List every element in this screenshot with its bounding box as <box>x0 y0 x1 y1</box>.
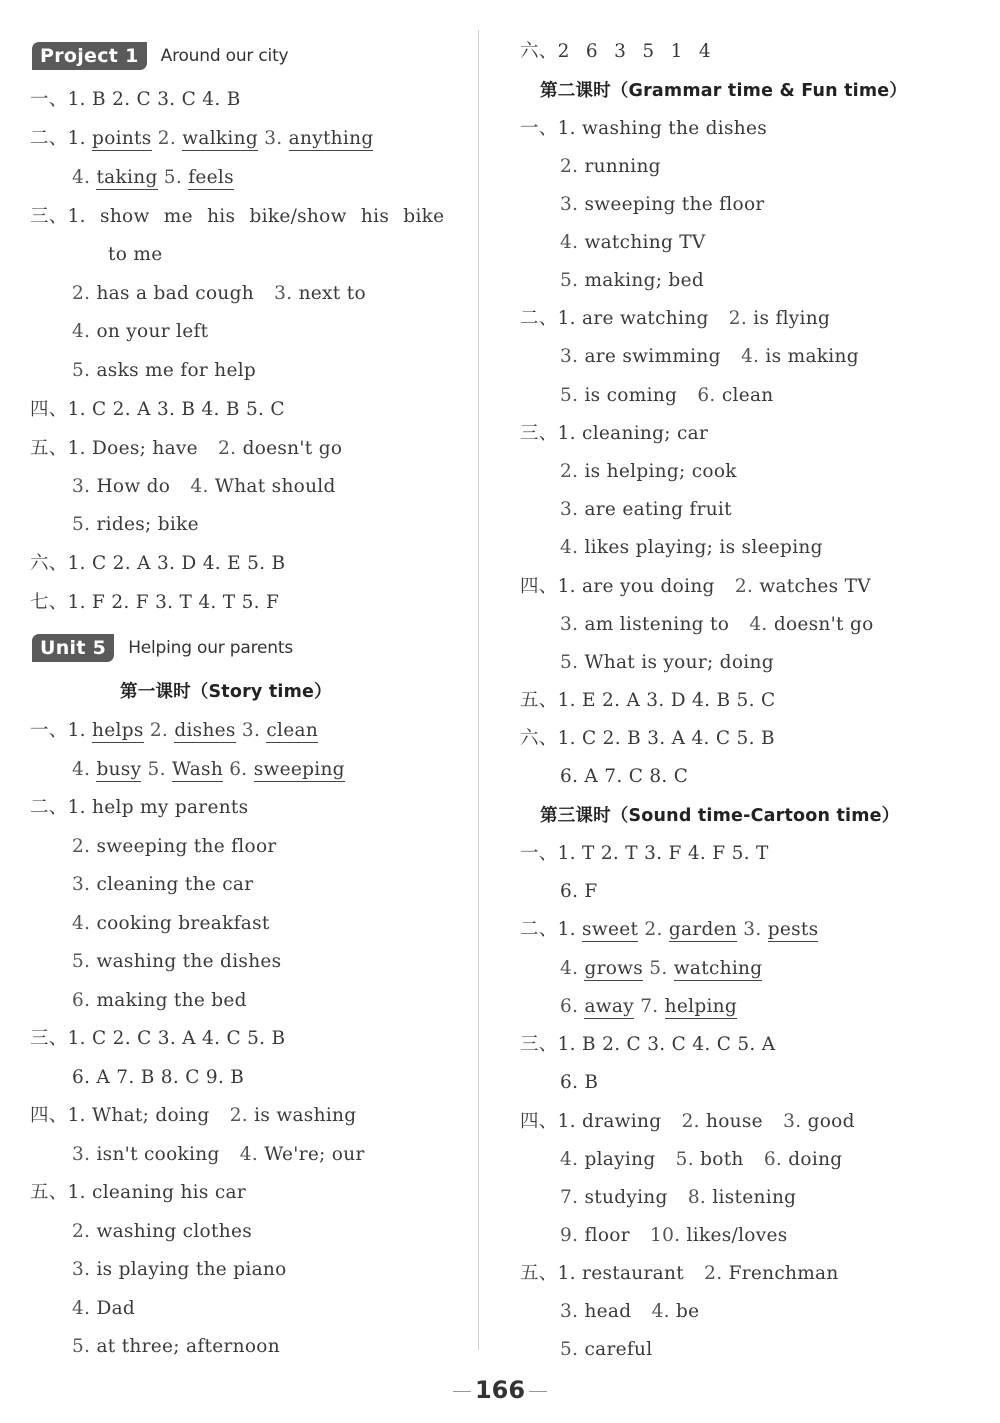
answer-line: 4. Dad <box>72 1298 136 1319</box>
answer-text: making the bed <box>96 990 247 1011</box>
section-number: 二、1. <box>30 797 86 818</box>
answer-text: cleaning; car <box>582 423 709 444</box>
answer-line <box>520 1033 775 1057</box>
answer-line <box>30 796 248 820</box>
answer-text: cooking breakfast <box>96 913 270 934</box>
answer-text: We're; our <box>264 1144 365 1165</box>
answer-line: 4. busy 5. Wash 6. sweeping <box>72 759 345 780</box>
answer-text: Dad <box>96 1298 136 1319</box>
answer-text: are watching <box>582 308 709 329</box>
answer-text: is helping; cook <box>584 461 737 482</box>
answer-text: is flying <box>753 308 831 329</box>
answer-text: making; bed <box>584 270 704 291</box>
answer-line: 四、1. drawing 2. house 3. good <box>520 1111 855 1132</box>
section-number: 二、1. <box>520 308 576 329</box>
answer-text: cleaning the car <box>96 874 254 895</box>
answer-line: 4. likes playing; is sleeping <box>560 537 823 558</box>
answer-text: C 2. B 3. A 4. C 5. B <box>582 728 775 749</box>
answer-line: 3. am listening to 4. doesn't go <box>560 614 874 635</box>
answer-text: C 2. A 3. B 4. B 5. C <box>92 399 285 420</box>
answer-line: 四、1. What; doing 2. is washing <box>30 1105 357 1126</box>
answer-text: washing the dishes <box>582 118 768 139</box>
project-header <box>32 42 288 70</box>
answer-line <box>30 1027 285 1051</box>
section-number: 三、1. <box>520 1034 576 1055</box>
answer-text: help my parents <box>92 797 249 818</box>
answer-text: is making <box>765 346 859 367</box>
unit-badge: Unit 5 <box>32 634 114 662</box>
project-badge: Project 1 <box>32 42 147 70</box>
section-number: 一、1. <box>30 720 86 741</box>
answer-line: 3. are swimming 4. is making <box>560 346 859 367</box>
section-number: 四、1. <box>30 399 86 420</box>
answer-text: sweeping the floor <box>584 194 765 215</box>
answer-text: good <box>807 1111 855 1132</box>
answer-line <box>30 398 285 422</box>
answer-text: be <box>676 1301 700 1322</box>
answer-line <box>520 727 775 751</box>
answer-word: grows <box>584 958 644 979</box>
section-number: 四、1. <box>520 576 576 597</box>
answer-text: E 2. A 3. D 4. B 5. C <box>582 690 776 711</box>
answer-line: 5. making; bed <box>560 270 704 291</box>
answer-word: points <box>92 128 152 149</box>
answer-text: 6. F <box>560 881 598 902</box>
answer-line: 5. rides; bike <box>72 514 199 535</box>
answer-line: 五、1. restaurant 2. Frenchman <box>520 1263 839 1284</box>
answer-text: both <box>700 1149 744 1170</box>
answer-text: B 2. C 3. C 4. C 5. A <box>582 1034 776 1055</box>
answer-text: are swimming <box>584 346 721 367</box>
answer-line: 4. on your left <box>72 321 209 342</box>
answer-line: 二、1. sweet 2. garden 3. pests <box>520 919 819 940</box>
answer-line: 5. at three; afternoon <box>72 1336 280 1357</box>
answer-text: running <box>584 156 661 177</box>
answer-text: playing <box>584 1149 656 1170</box>
answer-text: How do <box>96 476 171 497</box>
answer-line: 9. floor 10. likes/loves <box>560 1225 788 1246</box>
section-number: 三、1. <box>520 423 576 444</box>
answer-text: on your left <box>96 321 209 342</box>
answer-text: careful <box>584 1339 653 1360</box>
section-number: 一、1. <box>520 118 576 139</box>
answer-line: 5. asks me for help <box>72 360 257 381</box>
answer-line: 3. sweeping the floor <box>560 194 765 215</box>
answer-line: 4. grows 5. watching <box>560 958 763 979</box>
answer-text: watching TV <box>584 232 706 253</box>
answer-text: rides; bike <box>96 514 199 535</box>
answer-text: F 2. F 3. T 4. T 5. F <box>92 592 280 613</box>
answer-text: listening <box>712 1187 797 1208</box>
answer-text: washing clothes <box>96 1221 252 1242</box>
answer-word: sweeping <box>253 759 345 780</box>
answer-line: 3. is playing the piano <box>72 1259 287 1280</box>
answer-word: sweet <box>582 919 639 940</box>
answer-text: washing the dishes <box>96 951 282 972</box>
lesson-title: 第三课时（Sound time-Cartoon time） <box>540 806 900 826</box>
answer-line: 2. running <box>560 156 661 177</box>
answer-text: T 2. T 3. F 4. F 5. T <box>582 843 769 864</box>
answer-text: isn't cooking <box>96 1144 220 1165</box>
answer-line <box>30 591 279 615</box>
answer-text: B 2. C 3. C 4. B <box>92 89 241 110</box>
answer-text: show me his bike/show his bike <box>100 206 445 227</box>
answer-line <box>520 422 708 446</box>
answer-text: likes playing; is sleeping <box>584 537 823 558</box>
answer-text: are you doing <box>582 576 715 597</box>
answer-text: studying <box>584 1187 668 1208</box>
answer-line: 二、1. are watching 2. is flying <box>520 308 831 329</box>
answer-line: 7. studying 8. listening <box>560 1187 797 1208</box>
answer-line: 3. isn't cooking 4. We're; our <box>72 1144 365 1165</box>
answer-text: floor <box>584 1225 630 1246</box>
answer-line: 4. watching TV <box>560 232 706 253</box>
answer-line: 四、1. are you doing 2. watches TV <box>520 576 871 597</box>
answer-text: restaurant <box>582 1263 684 1284</box>
answer-line: 2. sweeping the floor <box>72 836 277 857</box>
answer-text: doesn't go <box>242 438 343 459</box>
answer-line: 4. cooking breakfast <box>72 913 270 934</box>
answer-line: 3. cleaning the car <box>72 874 254 895</box>
answer-line <box>30 1181 246 1205</box>
section-number: 五、1. <box>520 1263 576 1284</box>
section-number: 三、1. <box>30 206 86 227</box>
answer-text: clean <box>721 385 774 406</box>
section-number: 一、1. <box>30 89 86 110</box>
answer-line: 5. What is your; doing <box>560 652 774 673</box>
answer-line: 5. washing the dishes <box>72 951 282 972</box>
section-number: 四、1. <box>520 1111 576 1132</box>
answer-text: next to <box>298 283 366 304</box>
answer-text: asks me for help <box>96 360 257 381</box>
answer-word: feels <box>188 167 234 188</box>
answer-word: busy <box>96 759 142 780</box>
answer-text: cleaning his car <box>92 1182 247 1203</box>
answer-line <box>30 88 241 112</box>
section-number: 三、1. <box>30 1028 86 1049</box>
answer-text: am listening to <box>584 614 730 635</box>
answer-text: doesn't go <box>773 614 874 635</box>
project-title: Around our city <box>160 46 289 66</box>
answer-line: 6. making the bed <box>72 990 247 1011</box>
answer-text: What; doing <box>92 1105 210 1126</box>
answer-text: 六、2 6 3 5 1 4 <box>520 41 711 62</box>
answer-line: 一、1. helps 2. dishes 3. clean <box>30 720 319 741</box>
answer-line: 2. is helping; cook <box>560 461 737 482</box>
answer-text: is washing <box>254 1105 357 1126</box>
section-number: 四、1. <box>30 1105 86 1126</box>
answer-line <box>30 205 444 229</box>
section-number: 一、1. <box>520 843 576 864</box>
section-number: 二、1. <box>520 919 576 940</box>
answer-text: 6. B <box>560 1072 599 1093</box>
page-number <box>0 1376 1000 1404</box>
answer-word: Wash <box>172 759 224 780</box>
unit-header <box>32 634 293 662</box>
section-number: 六、1. <box>520 728 576 749</box>
lesson-title: 第一课时（Story time） <box>120 682 332 702</box>
answer-text: Frenchman <box>728 1263 839 1284</box>
answer-line: 3. head 4. be <box>560 1301 700 1322</box>
answer-text: are eating fruit <box>584 499 732 520</box>
section-number: 五、1. <box>520 690 576 711</box>
answer-text: sweeping the floor <box>96 836 277 857</box>
column-divider <box>478 30 479 1350</box>
answer-line <box>520 842 769 866</box>
answer-word: anything <box>288 128 374 149</box>
answer-text: to me <box>108 244 163 265</box>
unit-title: Helping our parents <box>128 638 293 658</box>
answer-line <box>520 117 767 141</box>
answer-text: C 2. C 3. A 4. C 5. B <box>92 1028 286 1049</box>
answer-word: helps <box>92 720 144 741</box>
answer-text: Does; have <box>92 438 198 459</box>
answer-text: 6. A 7. B 8. C 9. B <box>72 1067 245 1088</box>
answer-line <box>520 689 775 713</box>
answer-text: house <box>706 1111 763 1132</box>
answer-word: pests <box>767 919 819 940</box>
answer-text: drawing <box>582 1111 662 1132</box>
answer-text: is playing the piano <box>96 1259 287 1280</box>
answer-word: clean <box>266 720 319 741</box>
answer-line: 5. is coming 6. clean <box>560 385 774 406</box>
answer-text: 6. A 7. C 8. C <box>560 766 689 787</box>
answer-text: at three; afternoon <box>96 1336 280 1357</box>
answer-line: 3. are eating fruit <box>560 499 732 520</box>
answer-line <box>30 552 285 576</box>
answer-text: What should <box>214 476 336 497</box>
answer-line: 5. careful <box>560 1339 653 1360</box>
answer-line: 二、1. points 2. walking 3. anything <box>30 128 374 149</box>
answer-word: dishes <box>174 720 236 741</box>
answer-word: garden <box>668 919 738 940</box>
answer-text: What is your; doing <box>584 652 774 673</box>
section-number: 二、1. <box>30 128 86 149</box>
section-number: 五、1. <box>30 1182 86 1203</box>
answer-text: has a bad cough <box>96 283 254 304</box>
answer-line: 2. has a bad cough 3. next to <box>72 283 366 304</box>
answer-text: watches TV <box>759 576 871 597</box>
answer-line: 五、1. Does; have 2. doesn't go <box>30 438 343 459</box>
answer-line: 2. washing clothes <box>72 1221 252 1242</box>
section-number: 五、1. <box>30 438 86 459</box>
answer-word: helping <box>664 996 738 1017</box>
answer-word: walking <box>182 128 259 149</box>
answer-word: taking <box>96 167 158 188</box>
answer-word: away <box>584 996 634 1017</box>
answer-line: 3. How do 4. What should <box>72 476 336 497</box>
answer-text: C 2. A 3. D 4. E 5. B <box>92 553 286 574</box>
answer-text: head <box>584 1301 632 1322</box>
lesson-title: 第二课时（Grammar time & Fun time） <box>540 81 908 101</box>
answer-text: doing <box>788 1149 843 1170</box>
answer-line: 4. playing 5. both 6. doing <box>560 1149 843 1170</box>
answer-text: is coming <box>584 385 678 406</box>
answer-line: 4. taking 5. feels <box>72 167 234 188</box>
answer-line: 6. away 7. helping <box>560 996 738 1017</box>
page-number-text: 166 <box>474 1376 526 1404</box>
section-number: 七、1. <box>30 592 86 613</box>
section-number: 六、1. <box>30 553 86 574</box>
answer-word: watching <box>673 958 763 979</box>
answer-text: likes/loves <box>686 1225 788 1246</box>
